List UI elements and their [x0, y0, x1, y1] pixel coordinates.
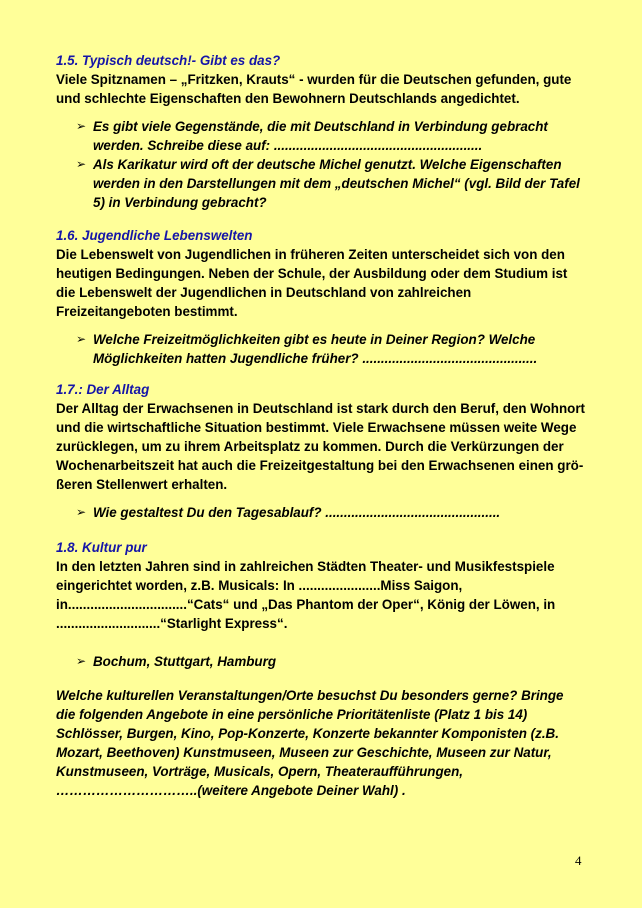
arrow-bullet-icon: ➢ [76, 654, 87, 668]
bullet-list [56, 117, 586, 212]
bullet-text: Es gibt viele Gegenstände, die mit Deutschland in Verbindung gebracht werden. Schreibe diese auf: ........................................................ [93, 119, 548, 153]
bullet-item [56, 117, 586, 155]
arrow-bullet-icon: ➢ [76, 505, 87, 519]
section-1-5 [56, 51, 586, 212]
section-paragraph: Die Lebenswelt von Jugendlichen in früheren Zeiten unterscheidet sich von den heutigen Bedingungen. Neben der Schule, der Ausbildung oder dem Studium ist die Lebenswelt der Jugendlichen in Deutschland von zahlreichen Freizeitangeboten bestimmt. [56, 247, 568, 319]
section-paragraph: Der Alltag der Erwachsenen in Deutschland ist stark durch den Beruf, den Wohnort und die wirtschaftliche Situation bestimmt. Viele Erwachsene müssen weite Wege zurücklegen, um zu ihrem Arbeitsplatz zu kommen. Durch die Verkürzungen der Wochenarbeitszeit hat auch die Freizeitgestaltung bei den Erwachsenen einen grö-ßeren Stellenwert erhalten. [56, 401, 586, 492]
bullet-item [56, 330, 586, 368]
bullet-list [56, 330, 586, 368]
section-heading: 1.5. Typisch deutsch!- Gibt es das? [56, 53, 281, 68]
closing-paragraph: Welche kulturellen Veranstaltungen/Orte besuchst Du besonders gerne? Bringe die folgenden Angebote in eine persönliche Prioritätenliste (Platz 1 bis 14) Schlösser, Burgen, Kino, Pop-Konzerte, Konzerte bekannter Komponisten (z.B. Mozart, Beethoven) Kunstmuseen, Museen zur Geschichte, Museen zur Natur, Kunstmuseen, Vorträge, Musicals, Opern, Theateraufführungen, …………………………..(weitere Angebote Deiner Wahl) . [56, 688, 564, 798]
bullet-list [56, 652, 586, 671]
bullet-text: Bochum, Stuttgart, Hamburg [93, 654, 277, 669]
section-1-6 [56, 226, 586, 368]
section-heading: 1.6. Jugendliche Lebenswelten [56, 228, 253, 243]
section-paragraph: In den letzten Jahren sind in zahlreichen Städten Theater- und Musikfestspiele eingerichtet worden, z.B. Musicals: In ......................Miss Saigon, in................................“Cats“ und „Das Phantom der Oper“, König der Löwen, in ............................“Starlight Express“. [56, 559, 556, 631]
closing-block [56, 686, 586, 800]
arrow-bullet-icon: ➢ [76, 157, 87, 171]
bullet-item [56, 652, 586, 671]
section-1-8 [56, 538, 586, 671]
section-heading: 1.7.: Der Alltag [56, 382, 150, 397]
arrow-bullet-icon: ➢ [76, 332, 87, 346]
bullet-item [56, 155, 586, 212]
section-1-7 [56, 380, 586, 522]
page-number: 4 [575, 853, 582, 868]
bullet-text: Als Karikatur wird oft der deutsche Michel genutzt. Welche Eigenschaften werden in den Darstellungen mit dem „deutschen Michel“ (vgl. Bild der Tafel 5) in Verbindung gebracht? [93, 157, 580, 210]
section-heading: 1.8. Kultur pur [56, 540, 147, 555]
arrow-bullet-icon: ➢ [76, 119, 87, 133]
bullet-item [56, 503, 586, 522]
bullet-list [56, 503, 586, 522]
bullet-text: Wie gestaltest Du den Tagesablauf? ............................................... [93, 505, 501, 520]
bullet-text: Welche Freizeitmöglichkeiten gibt es heute in Deiner Region? Welche Möglichkeiten hatten Jugendliche früher? ............................................... [93, 332, 538, 366]
section-paragraph: Viele Spitznamen – „Fritzken, Krauts“ - wurden für die Deutschen gefunden, gute und schlechte Eigenschaften den Bewohnern Deutschlands angedichtet. [56, 72, 572, 106]
